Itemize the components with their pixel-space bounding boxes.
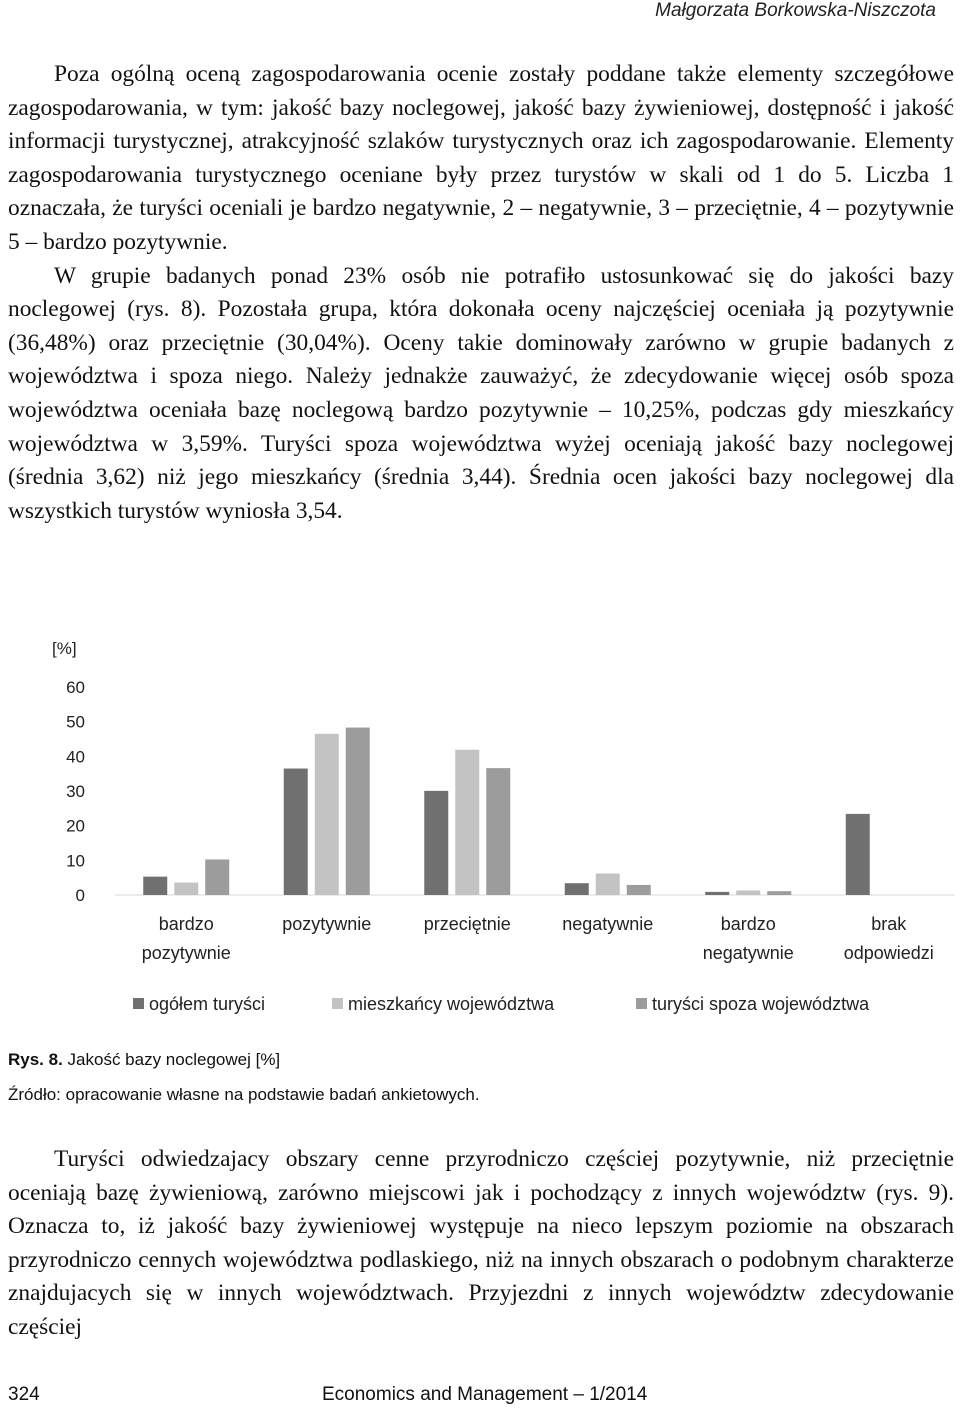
body-text-top bbox=[8, 58, 954, 528]
bar bbox=[205, 859, 229, 895]
x-tick-label: negatywnie bbox=[562, 914, 654, 934]
bar bbox=[315, 734, 339, 895]
bar bbox=[143, 877, 167, 895]
bar bbox=[596, 874, 620, 895]
bar bbox=[424, 791, 448, 895]
bar bbox=[846, 814, 870, 895]
paragraph: Poza ogólną oceną zagospodarowania ocenie zostały poddane także elementy szczegółowe zagospodarowania, w tym: jakość bazy noclegowej, jakość bazy żywieniowej, dostępność i jakość informacji turystycznej, atrakcyjność szlaków turystycznych oraz ich zagospodarowanie. Elementy zagospodarowania turystycznego oceniane były przez turystów w skali od 1 do 5. Liczba 1 oznaczała, że turyści oceniali je bardzo negatywnie, 2 – negatywnie, 3 – przeciętnie, 4 – pozytywnie 5 – bardzo pozytywnie. bbox=[8, 61, 954, 255]
bar bbox=[455, 750, 479, 895]
x-tick-label: pozytywnie bbox=[282, 914, 372, 934]
body-text-bottom bbox=[8, 1143, 954, 1345]
figure-caption bbox=[8, 1050, 280, 1070]
page-number: 324 bbox=[8, 1384, 40, 1405]
legend-label: mieszkańcy województwa bbox=[348, 994, 555, 1014]
journal-name: Economics and Management – 1/2014 bbox=[322, 1384, 648, 1405]
bar-chart bbox=[0, 620, 960, 1030]
y-tick-label: 10 bbox=[66, 851, 85, 871]
legend bbox=[133, 994, 870, 1014]
bar bbox=[565, 883, 589, 895]
legend-swatch bbox=[133, 998, 144, 1009]
y-tick-label: 20 bbox=[66, 816, 85, 836]
x-axis-labels bbox=[142, 914, 934, 963]
y-tick-label: 50 bbox=[66, 712, 85, 732]
bar bbox=[705, 892, 729, 895]
x-tick-label: przeciętnie bbox=[423, 914, 511, 934]
paragraph: W grupie badanych ponad 23% osób nie potrafiło ustosunkować się do jakości bazy noclegowej (rys. 8). Pozostała grupa, która dokonała oceny najczęściej oceniała ją pozytywnie (36,48%) oraz przeciętnie (30,04%). Oceny takie dominowały zarówno w grupie badanych z województwa i spoza niego. Należy jednakże zauważyć, że zdecydowanie więcej osób spoza województwa oceniała bazę noclegową bardzo pozytywnie – 10,25%, podczas gdy mieszkańcy województwa w 3,59%. Turyści spoza województwa wyżej oceniają jakość bazy noclegowej (średnia 3,62) niż jego mieszkańcy (średnia 3,44). Średnia ocen jakości bazy noclegowej dla wszystkich turystów wyniosła 3,54. bbox=[8, 262, 954, 524]
legend-swatch bbox=[636, 998, 647, 1009]
y-tick-label: 40 bbox=[66, 747, 85, 767]
legend-label: turyści spoza województwa bbox=[652, 994, 870, 1014]
x-tick-label: bardzo bbox=[158, 914, 214, 934]
x-tick-label: bardzo bbox=[720, 914, 776, 934]
x-tick-label: pozytywnie bbox=[141, 943, 231, 963]
bar bbox=[486, 768, 510, 895]
x-tick-label: negatywnie bbox=[702, 943, 794, 963]
legend-label: ogółem turyści bbox=[149, 994, 266, 1014]
y-axis-label: [%] bbox=[52, 639, 77, 658]
y-tick-label: 0 bbox=[75, 886, 85, 905]
bar bbox=[174, 883, 198, 895]
y-tick-label: 30 bbox=[66, 782, 85, 801]
x-tick-label: odpowiedzi bbox=[843, 943, 934, 963]
y-axis-ticks bbox=[66, 678, 85, 905]
running-header-author: Małgorzata Borkowska-Niszczota bbox=[655, 0, 936, 21]
figure-label: Rys. 8. bbox=[8, 1050, 63, 1069]
paragraph: Turyści odwiedzajacy obszary cenne przyrodniczo częściej pozytywnie, niż przeciętnie oceniają bazę żywieniową, zarówno miejscowi jak i pochodzący z innych województw (rys. 9). Oznacza to, iż jakość bazy żywieniowej występuje na nieco lepszym poziomie na obszarach przyrodniczo cennych województwa podlaskiego, niż na innych obszarach o podobnym charakterze znajdujacych się w innych województwach. Przyjezdni z innych województw zdecydowanie częściej bbox=[8, 1146, 954, 1340]
bar bbox=[767, 891, 791, 895]
bar bbox=[736, 890, 760, 895]
bar bbox=[346, 728, 370, 895]
bars bbox=[143, 728, 870, 895]
bar bbox=[284, 769, 308, 895]
figure-title: Jakość bazy noclegowej [%] bbox=[67, 1050, 281, 1069]
x-tick-label: brak bbox=[871, 914, 907, 934]
figure-source: Źródło: opracowanie własne na podstawie badań ankietowych. bbox=[8, 1085, 480, 1104]
bar bbox=[627, 885, 651, 895]
y-tick-label: 60 bbox=[66, 678, 85, 697]
legend-swatch bbox=[332, 998, 343, 1009]
